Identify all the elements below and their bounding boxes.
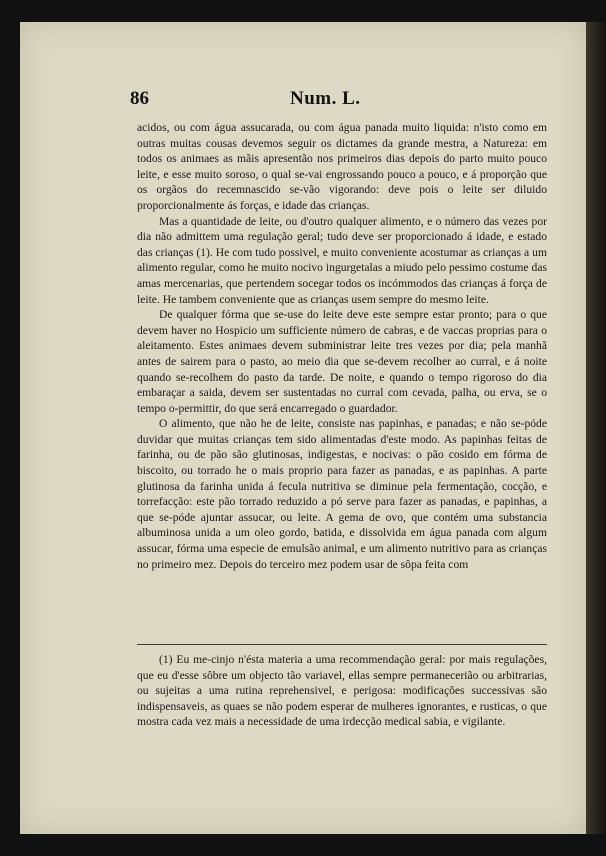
body-text xyxy=(137,120,547,572)
footnote-separator xyxy=(137,644,547,645)
page-header xyxy=(130,88,550,114)
book-spine-edge xyxy=(586,22,606,834)
running-title: Num. L. xyxy=(290,88,361,109)
paragraph-food: O alimento, que não he de leite, consiste nas papinhas, e panadas; e não se-póde duvidar que muitas crianças tem sido alimentadas d'este modo. As papinhas feitas de farinha, ou de pão são glutinosas, indigestas, e nocivas: o pão cosido em fórma de biscoito, ou torrado he o mais proprio para fazer as panadas, e as papinhas. A parte glutinosa da farinha unida á fecula nutritiva se diminue pela fermentação, cocção, e torrefacção: este pão torrado reduzido a pó serve para fazer as panadas, e papinhas, a que se-póde ajuntar assucar, ou leite. A gema de ovo, que contém uma substancia albuminosa unida a um oleo gordo, batida, e dissolvida em água panada com algum assucar, fórma uma especie de emulsão animal, e um alimento nutritivo para as crianças no primeiro mez. Depois do terceiro mez podem usar de sôpa feita com xyxy=(137,417,547,571)
paragraph-quantity: Mas a quantidade de leite, ou d'outro qualquer alimento, e o número das vezes por dia não admittem uma regulação geral; tudo deve ser proporcionado á idade, e estado das crianças (1). He com tudo possivel, e muito conveniente acostumar as crianças a um alimento regular, como he muito nocivo ingurgetalas a miudo pelo pessimo costume das amas mercenarias, que pertendem socegar todos os incómmodos das crianças á força de leite. He tambem conveniente que as crianças usem sempre do mesmo leite. xyxy=(137,214,547,306)
paragraph-continuation: acidos, ou com água assucarada, ou com água panada muito liquida: n'isto como em outras muitas cousas devemos seguir os dictames da grande mestra, a Natureza: em todos os animaes as mãis apresentão nos primeiros dias depois do parto muito pouco leite, e esse muito soroso, o qual se-vai engrossando pouco a pouco, e á proporção que os orgãos do recemnascido se-vão vigorando: deve pois o leite ser diluido proporcionalmente ás forças, e idade das crianças. xyxy=(137,121,547,212)
footnote xyxy=(137,652,547,730)
paragraph-milk-supply: De qualquer fórma que se-use do leite deve este sempre estar pronto; para o que devem haver no Hospicio um sufficiente número de cabras, e de vaccas proprias para o aleitamento. Estes animaes devem subministrar leite tres vezes por dia; pela manhã antes de sairem para o pasto, ao meio dia que se-devem recolher ao curral, e á noite quando se-recolhem do pasto da tarde. De noite, e quando o tempo rigoroso do dia embaraçar a saida, devem ser sustentadas no curral com cevada, palha, ou erva, se o tempo o-permittir, do que será encarregado o guardador. xyxy=(137,308,547,415)
page-number: 86 xyxy=(130,88,149,109)
footnote-text: (1) Eu me-cinjo n'ésta materia a uma recommendação geral: por mais regulações, que eu d'esse sôbre um objecto tão variavel, ellas sempre permanecerião ou arbitrarias, ou sujeitas a uma rutina reprehensivel, e perigosa: modificações successivas são indispensaveis, as quaes se não podem esperar de mulheres ignorantes, e rusticas, o que mostra cada vez mais a necessidade de uma irdecção medical sabia, e vigilante. xyxy=(137,653,547,729)
